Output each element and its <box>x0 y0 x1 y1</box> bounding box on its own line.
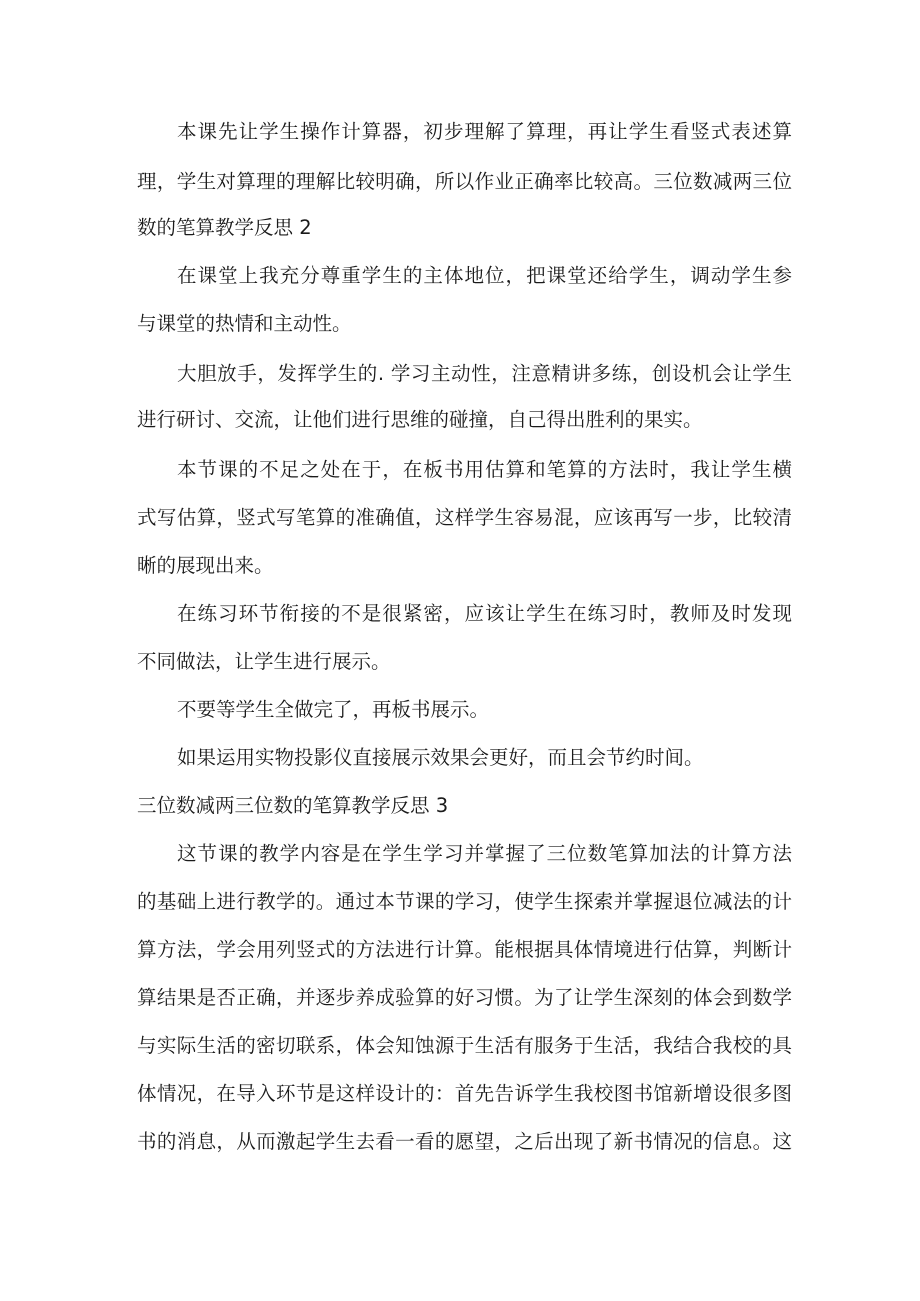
text-line: 的基础上进行教学的。通过本节课的学习，使学生探索并掌握退位减法的计 <box>137 890 792 913</box>
text-line: 进行研讨、交流，让他们进行思维的碰撞，自己得出胜利的果实。 <box>137 408 703 431</box>
text-line: 本节课的不足之处在于，在板书用估算和笔算的方法时，我让学生横 <box>177 458 792 481</box>
text-line: 大胆放手，发挥学生的. 学习主动性，注意精讲多练，创设机会让学生 <box>177 362 792 385</box>
text-line: 在练习环节衔接的不是很紧密，应该让学生在练习时，教师及时发现 <box>177 602 792 625</box>
text-line: 算结果是否正确，并逐步养成验算的好习惯。为了让学生深刻的体会到数学 <box>137 986 792 1009</box>
text-line: 本课先让学生操作计算器，初步理解了算理，再让学生看竖式表述算 <box>177 120 792 143</box>
text-line: 不同做法，让学生进行展示。 <box>137 650 391 673</box>
text-line: 晰的展现出来。 <box>137 554 274 577</box>
text-line: 这节课的教学内容是在学生学习并掌握了三位数笔算加法的计算方法 <box>177 842 792 865</box>
text-line: 理，学生对算理的理解比较明确，所以作业正确率比较高。三位数减两三位 <box>137 170 792 193</box>
text-line: 与实际生活的密切联系，体会知蚀源于生活有服务于生活，我结合我校的具 <box>137 1034 792 1057</box>
text-line: 算方法，学会用列竖式的方法进行计算。能根据具体情境进行估算，判断计 <box>137 938 792 961</box>
section-heading: 三位数减两三位数的笔算教学反思 3 <box>137 794 449 817</box>
text-line: 体情况，在导入环节是这样设计的：首先告诉学生我校图书馆新增设很多图 <box>137 1082 792 1105</box>
text-line: 式写估算，竖式写笔算的准确值，这样学生容易混，应该再写一步，比较清 <box>137 506 792 529</box>
text-line: 在课堂上我充分尊重学生的主体地位，把课堂还给学生，调动学生参 <box>177 264 792 287</box>
text-line: 数的笔算教学反思 2 <box>137 216 312 239</box>
text-line: 不要等学生全做完了，再板书展示。 <box>177 698 490 721</box>
text-line: 书的消息，从而激起学生去看一看的愿望，之后出现了新书情况的信息。这 <box>137 1130 792 1153</box>
text-line: 与课堂的热情和主动性。 <box>137 312 352 335</box>
text-line: 如果运用实物投影仪直接展示效果会更好，而且会节约时间。 <box>177 746 704 769</box>
